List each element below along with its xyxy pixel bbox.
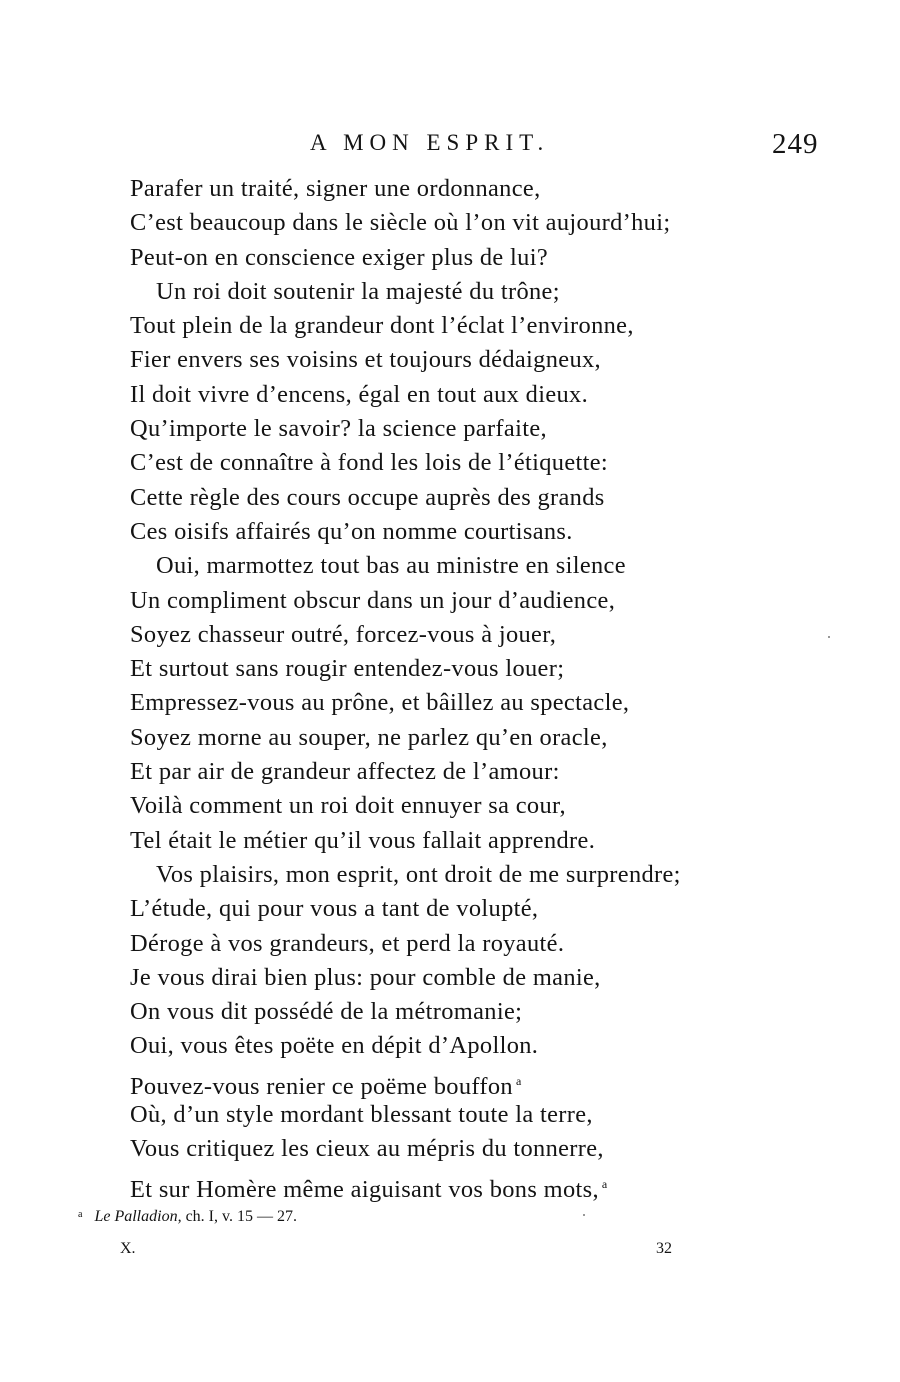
verse-text: Peut-on en conscience exiger plus de lui? bbox=[130, 243, 549, 271]
verse-text: Soyez morne au souper, ne parlez qu’en oracle, bbox=[130, 723, 608, 751]
verse-line bbox=[130, 858, 830, 892]
verse-text: Vous critiquez les cieux au mépris du tonnerre, bbox=[130, 1135, 604, 1163]
verse-line bbox=[130, 995, 830, 1029]
verse-text: Oui, marmottez tout bas au ministre en silence bbox=[156, 552, 626, 580]
verse-text: Il doit vivre d’encens, égal en tout aux dieux. bbox=[130, 380, 589, 408]
verse-text: Soyez chasseur outré, forcez-vous à jouer, bbox=[130, 620, 557, 648]
verse-text: Cette règle des cours occupe auprès des grands bbox=[130, 483, 605, 511]
verse-text: Où, d’un style mordant blessant toute la terre, bbox=[130, 1101, 593, 1129]
verse-text: Un compliment obscur dans un jour d’audience, bbox=[130, 586, 616, 614]
verse-text: On vous dit possédé de la métromanie; bbox=[130, 998, 523, 1026]
verse-line bbox=[130, 1029, 830, 1063]
verse-text: Je vous dirai bien plus: pour comble de manie, bbox=[130, 963, 601, 991]
verse-line bbox=[130, 824, 830, 858]
verse-line bbox=[130, 755, 830, 789]
verse-text: Et sur Homère même aiguisant vos bons mots, bbox=[130, 1175, 599, 1203]
running-head bbox=[0, 128, 900, 162]
verse-text: Vos plaisirs, mon esprit, ont droit de me surprendre; bbox=[156, 860, 681, 888]
footnote bbox=[78, 1208, 297, 1226]
verse-text: C’est de connaître à fond les lois de l’étiquette: bbox=[130, 449, 609, 477]
verse-line bbox=[130, 172, 830, 206]
verse-line bbox=[130, 378, 830, 412]
verse-line bbox=[130, 275, 830, 309]
verse-line bbox=[130, 549, 830, 583]
verse-line bbox=[130, 481, 830, 515]
verse-text: Déroge à vos grandeurs, et perd la royauté. bbox=[130, 929, 565, 957]
verse-line bbox=[130, 1132, 830, 1166]
verse-text: Parafer un traité, signer une ordonnance, bbox=[130, 175, 541, 202]
gathering-signature: 32 bbox=[656, 1240, 672, 1257]
verse-line bbox=[130, 789, 830, 823]
verse-text: Ces oisifs affairés qu’on nomme courtisans. bbox=[130, 517, 573, 545]
verse-line bbox=[130, 515, 830, 549]
verse-line bbox=[130, 412, 830, 446]
verse-line bbox=[130, 1167, 830, 1201]
verse-line bbox=[130, 343, 830, 377]
verse-text: Empressez-vous au prône, et bâillez au spectacle, bbox=[130, 689, 630, 717]
verse-text: Et surtout sans rougir entendez-vous louer; bbox=[130, 655, 565, 683]
paper-speck bbox=[583, 1214, 585, 1216]
footnote-work-title: Le Palladion, bbox=[94, 1208, 182, 1225]
verse-line bbox=[130, 241, 830, 275]
footnote-marker: a bbox=[78, 1209, 83, 1220]
verse-line bbox=[130, 618, 830, 652]
verse-text: Fier envers ses voisins et toujours dédaigneux, bbox=[130, 346, 601, 374]
verse-line bbox=[130, 584, 830, 618]
verse-line bbox=[130, 1098, 830, 1132]
verse-text: Voilà comment un roi doit ennuyer sa cour, bbox=[130, 792, 566, 820]
verse-text: Oui, vous êtes poëte en dépit d’Apollon. bbox=[130, 1032, 539, 1060]
verse-line bbox=[130, 686, 830, 720]
verse-line bbox=[130, 309, 830, 343]
verse-line bbox=[130, 652, 830, 686]
note-marker: a bbox=[515, 1073, 522, 1088]
verse-text: Qu’importe le savoir? la science parfaite, bbox=[130, 415, 547, 443]
verse-text: Tel était le métier qu’il vous fallait apprendre. bbox=[130, 826, 596, 854]
signature-row bbox=[0, 1240, 900, 1264]
poem-body bbox=[130, 172, 830, 1201]
verse-line bbox=[130, 927, 830, 961]
verse-line bbox=[130, 1064, 830, 1098]
verse-line bbox=[130, 206, 830, 240]
page-number: 249 bbox=[772, 128, 819, 160]
footnote-reference: ch. I, v. 15 — 27. bbox=[185, 1208, 297, 1225]
verse-line bbox=[130, 892, 830, 926]
verse-line bbox=[130, 721, 830, 755]
note-marker: a bbox=[601, 1176, 608, 1191]
page-title: A MON ESPRIT. bbox=[310, 130, 550, 155]
verse-text: L’étude, qui pour vous a tant de volupté, bbox=[130, 895, 539, 923]
verse-line bbox=[130, 961, 830, 995]
verse-text: Pouvez-vous renier ce poëme bouffon bbox=[130, 1072, 513, 1100]
verse-text: Un roi doit soutenir la majesté du trône; bbox=[156, 277, 560, 305]
verse-text: Tout plein de la grandeur dont l’éclat l’environne, bbox=[130, 312, 634, 340]
verse-text: C’est beaucoup dans le siècle où l’on vit aujourd’hui; bbox=[130, 209, 671, 237]
verse-text: Et par air de grandeur affectez de l’amour: bbox=[130, 758, 560, 786]
volume-mark: X. bbox=[120, 1240, 136, 1257]
verse-line bbox=[130, 446, 830, 480]
paper-speck bbox=[828, 636, 830, 638]
